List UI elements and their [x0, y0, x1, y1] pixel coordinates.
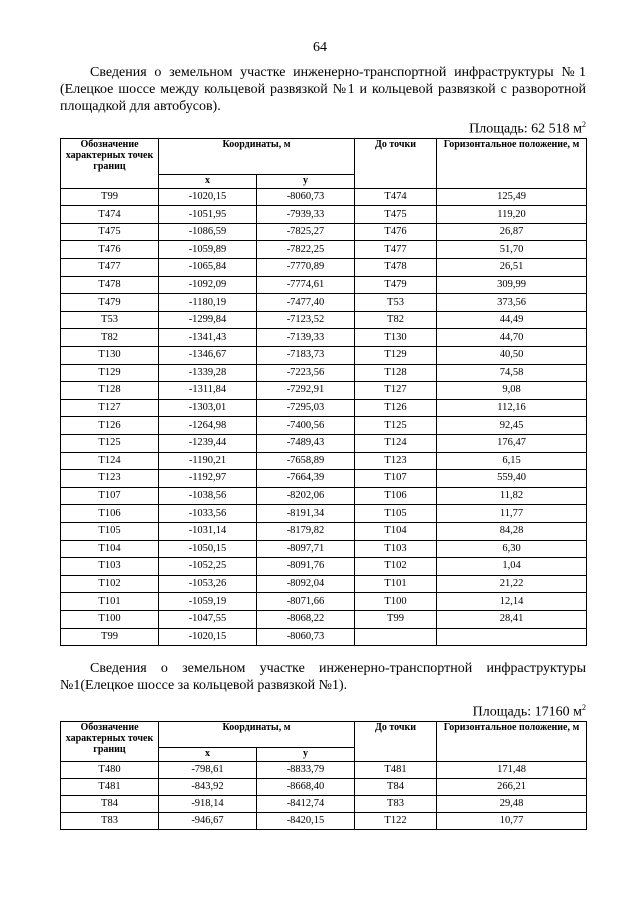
horizontal-cell: 11,77	[437, 505, 587, 523]
y-cell: -8060,73	[257, 628, 355, 646]
y-cell: -8097,71	[257, 540, 355, 558]
horizontal-cell: 1,04	[437, 558, 587, 576]
table-row	[61, 276, 587, 294]
x-cell: -798,61	[159, 761, 257, 778]
to-point-cell: Т122	[355, 812, 437, 829]
to-point-cell: Т100	[355, 593, 437, 611]
to-point-cell: Т107	[355, 470, 437, 488]
table-row	[61, 294, 587, 312]
horizontal-cell: 84,28	[437, 522, 587, 540]
table-row	[61, 434, 587, 452]
y-cell: -7183,73	[257, 347, 355, 365]
section-1	[60, 64, 586, 646]
header-horizontal: Горизонтальное положение, м	[437, 721, 587, 761]
horizontal-cell	[437, 628, 587, 646]
point-cell: Т105	[61, 522, 159, 540]
point-cell: Т479	[61, 294, 159, 312]
point-cell: Т477	[61, 259, 159, 277]
x-cell: -1303,01	[159, 399, 257, 417]
table-row	[61, 223, 587, 241]
table-row	[61, 522, 587, 540]
header-point: Обозначение характерных точек границ	[61, 721, 159, 761]
x-cell: -1020,15	[159, 628, 257, 646]
horizontal-cell: 74,58	[437, 364, 587, 382]
y-cell: -8060,73	[257, 188, 355, 206]
header-y: у	[257, 747, 355, 761]
x-cell: -1086,59	[159, 223, 257, 241]
y-cell: -8091,76	[257, 558, 355, 576]
x-cell: -843,92	[159, 778, 257, 795]
x-cell: -1038,56	[159, 487, 257, 505]
header-to-point: До точки	[355, 138, 437, 188]
table-row	[61, 347, 587, 365]
to-point-cell: Т127	[355, 382, 437, 400]
to-point-cell	[355, 628, 437, 646]
table-row	[61, 329, 587, 347]
to-point-cell: Т123	[355, 452, 437, 470]
header-point: Обозначение характерных точек границ	[61, 138, 159, 188]
x-cell: -1051,95	[159, 206, 257, 224]
x-cell: -1311,84	[159, 382, 257, 400]
to-point-cell: Т104	[355, 522, 437, 540]
to-point-cell: Т82	[355, 311, 437, 329]
to-point-cell: Т128	[355, 364, 437, 382]
y-cell: -7292,91	[257, 382, 355, 400]
header-y: у	[257, 174, 355, 188]
y-cell: -8092,04	[257, 575, 355, 593]
table-row	[61, 593, 587, 611]
header-to-point: До точки	[355, 721, 437, 761]
point-cell: Т476	[61, 241, 159, 259]
table-row	[61, 575, 587, 593]
y-cell: -8668,40	[257, 778, 355, 795]
x-cell: -1092,09	[159, 276, 257, 294]
y-cell: -7489,43	[257, 434, 355, 452]
y-cell: -7139,33	[257, 329, 355, 347]
x-cell: -1053,26	[159, 575, 257, 593]
table-row	[61, 241, 587, 259]
to-point-cell: Т53	[355, 294, 437, 312]
x-cell: -1190,21	[159, 452, 257, 470]
table-row	[61, 452, 587, 470]
table-row	[61, 487, 587, 505]
horizontal-cell: 40,50	[437, 347, 587, 365]
x-cell: -1050,15	[159, 540, 257, 558]
table-row	[61, 505, 587, 523]
to-point-cell: Т124	[355, 434, 437, 452]
point-cell: Т480	[61, 761, 159, 778]
y-cell: -8412,74	[257, 795, 355, 812]
point-cell: Т83	[61, 812, 159, 829]
header-coords: Координаты, м	[159, 721, 355, 747]
x-cell: -1346,67	[159, 347, 257, 365]
to-point-cell: Т106	[355, 487, 437, 505]
y-cell: -7664,39	[257, 470, 355, 488]
x-cell: -946,67	[159, 812, 257, 829]
y-cell: -8420,15	[257, 812, 355, 829]
table-row	[61, 812, 587, 829]
table-row	[61, 364, 587, 382]
horizontal-cell: 266,21	[437, 778, 587, 795]
x-cell: -1299,84	[159, 311, 257, 329]
table-row	[61, 206, 587, 224]
to-point-cell: Т125	[355, 417, 437, 435]
section-2	[60, 660, 586, 830]
point-cell: Т82	[61, 329, 159, 347]
horizontal-cell: 44,49	[437, 311, 587, 329]
point-cell: Т128	[61, 382, 159, 400]
horizontal-cell: 11,82	[437, 487, 587, 505]
point-cell: Т474	[61, 206, 159, 224]
y-cell: -7658,89	[257, 452, 355, 470]
table-row	[61, 610, 587, 628]
point-cell: Т106	[61, 505, 159, 523]
horizontal-cell: 373,56	[437, 294, 587, 312]
point-cell: Т130	[61, 347, 159, 365]
table-row	[61, 558, 587, 576]
header-horizontal: Горизонтальное положение, м	[437, 138, 587, 188]
x-cell: -1192,97	[159, 470, 257, 488]
table-row	[61, 399, 587, 417]
to-point-cell: Т103	[355, 540, 437, 558]
header-coords: Координаты, м	[159, 138, 355, 174]
x-cell: -1065,84	[159, 259, 257, 277]
section-2-area: Площадь: 17160 $м^2$	[472, 703, 586, 720]
to-point-cell: Т102	[355, 558, 437, 576]
y-cell: -8833,79	[257, 761, 355, 778]
to-point-cell: Т477	[355, 241, 437, 259]
section-1-area: Площадь: 62 518 $м^2$	[469, 120, 586, 137]
y-cell: -8071,66	[257, 593, 355, 611]
horizontal-cell: 51,70	[437, 241, 587, 259]
horizontal-cell: 171,48	[437, 761, 587, 778]
point-cell: Т103	[61, 558, 159, 576]
y-cell: -8068,22	[257, 610, 355, 628]
horizontal-cell: 28,41	[437, 610, 587, 628]
point-cell: Т99	[61, 628, 159, 646]
horizontal-cell: 29,48	[437, 795, 587, 812]
y-cell: -7825,27	[257, 223, 355, 241]
horizontal-cell: 112,16	[437, 399, 587, 417]
point-cell: Т481	[61, 778, 159, 795]
y-cell: -7123,52	[257, 311, 355, 329]
table-row	[61, 259, 587, 277]
x-cell: -1264,98	[159, 417, 257, 435]
horizontal-cell: 26,87	[437, 223, 587, 241]
point-cell: Т102	[61, 575, 159, 593]
to-point-cell: Т479	[355, 276, 437, 294]
section-1-heading: Сведения о земельном участке инженерно-транспортной инфраструктуры №1 (Елецкое шоссе между кольцевой развязкой №1 и кольцевой развязкой с разворотной площадкой для автобусов).	[60, 65, 586, 114]
page-number: 64	[313, 40, 327, 55]
section-2-heading: Сведения о земельном участке инженерно-транспортной инфраструктуры №1(Елецкое шоссе за кольцевой развязкой №1).	[60, 661, 586, 693]
point-cell: Т100	[61, 610, 159, 628]
point-cell: Т107	[61, 487, 159, 505]
to-point-cell: Т475	[355, 206, 437, 224]
y-cell: -7295,03	[257, 399, 355, 417]
y-cell: -7223,56	[257, 364, 355, 382]
to-point-cell: Т126	[355, 399, 437, 417]
to-point-cell: Т99	[355, 610, 437, 628]
to-point-cell: Т84	[355, 778, 437, 795]
table-row	[61, 795, 587, 812]
horizontal-cell: 92,45	[437, 417, 587, 435]
x-cell: -1020,15	[159, 188, 257, 206]
y-cell: -7477,40	[257, 294, 355, 312]
table-row	[61, 417, 587, 435]
y-cell: -8179,82	[257, 522, 355, 540]
table-row	[61, 311, 587, 329]
x-cell: -1031,14	[159, 522, 257, 540]
point-cell: Т53	[61, 311, 159, 329]
horizontal-cell: 9,08	[437, 382, 587, 400]
to-point-cell: Т476	[355, 223, 437, 241]
horizontal-cell: 6,30	[437, 540, 587, 558]
point-cell: Т101	[61, 593, 159, 611]
horizontal-cell: 12,14	[437, 593, 587, 611]
x-cell: -1239,44	[159, 434, 257, 452]
header-x: х	[159, 747, 257, 761]
point-cell: Т99	[61, 188, 159, 206]
point-cell: Т126	[61, 417, 159, 435]
table-row	[61, 188, 587, 206]
point-cell: Т475	[61, 223, 159, 241]
x-cell: -1339,28	[159, 364, 257, 382]
header-x: х	[159, 174, 257, 188]
point-cell: Т84	[61, 795, 159, 812]
to-point-cell: Т101	[355, 575, 437, 593]
to-point-cell: Т478	[355, 259, 437, 277]
table-row	[61, 470, 587, 488]
table-row	[61, 382, 587, 400]
y-cell: -7770,89	[257, 259, 355, 277]
y-cell: -7400,56	[257, 417, 355, 435]
y-cell: -7774,61	[257, 276, 355, 294]
to-point-cell: Т129	[355, 347, 437, 365]
point-cell: Т129	[61, 364, 159, 382]
horizontal-cell: 21,22	[437, 575, 587, 593]
to-point-cell: Т130	[355, 329, 437, 347]
to-point-cell: Т83	[355, 795, 437, 812]
table-row	[61, 628, 587, 646]
horizontal-cell: 44,70	[437, 329, 587, 347]
coordinates-table-1	[60, 138, 587, 646]
x-cell: -1047,55	[159, 610, 257, 628]
horizontal-cell: 176,47	[437, 434, 587, 452]
point-cell: Т125	[61, 434, 159, 452]
point-cell: Т104	[61, 540, 159, 558]
x-cell: -1059,89	[159, 241, 257, 259]
horizontal-cell: 125,49	[437, 188, 587, 206]
horizontal-cell: 26,51	[437, 259, 587, 277]
x-cell: -918,14	[159, 795, 257, 812]
horizontal-cell: 559,40	[437, 470, 587, 488]
to-point-cell: Т105	[355, 505, 437, 523]
x-cell: -1341,43	[159, 329, 257, 347]
horizontal-cell: 309,99	[437, 276, 587, 294]
y-cell: -8202,06	[257, 487, 355, 505]
coordinates-table-2	[60, 721, 587, 830]
to-point-cell: Т481	[355, 761, 437, 778]
y-cell: -7822,25	[257, 241, 355, 259]
x-cell: -1059,19	[159, 593, 257, 611]
horizontal-cell: 6,15	[437, 452, 587, 470]
table-row	[61, 540, 587, 558]
to-point-cell: Т474	[355, 188, 437, 206]
point-cell: Т478	[61, 276, 159, 294]
point-cell: Т127	[61, 399, 159, 417]
horizontal-cell: 119,20	[437, 206, 587, 224]
horizontal-cell: 10,77	[437, 812, 587, 829]
point-cell: Т124	[61, 452, 159, 470]
y-cell: -7939,33	[257, 206, 355, 224]
y-cell: -8191,34	[257, 505, 355, 523]
table-row	[61, 778, 587, 795]
x-cell: -1052,25	[159, 558, 257, 576]
x-cell: -1033,56	[159, 505, 257, 523]
point-cell: Т123	[61, 470, 159, 488]
table-row	[61, 761, 587, 778]
x-cell: -1180,19	[159, 294, 257, 312]
